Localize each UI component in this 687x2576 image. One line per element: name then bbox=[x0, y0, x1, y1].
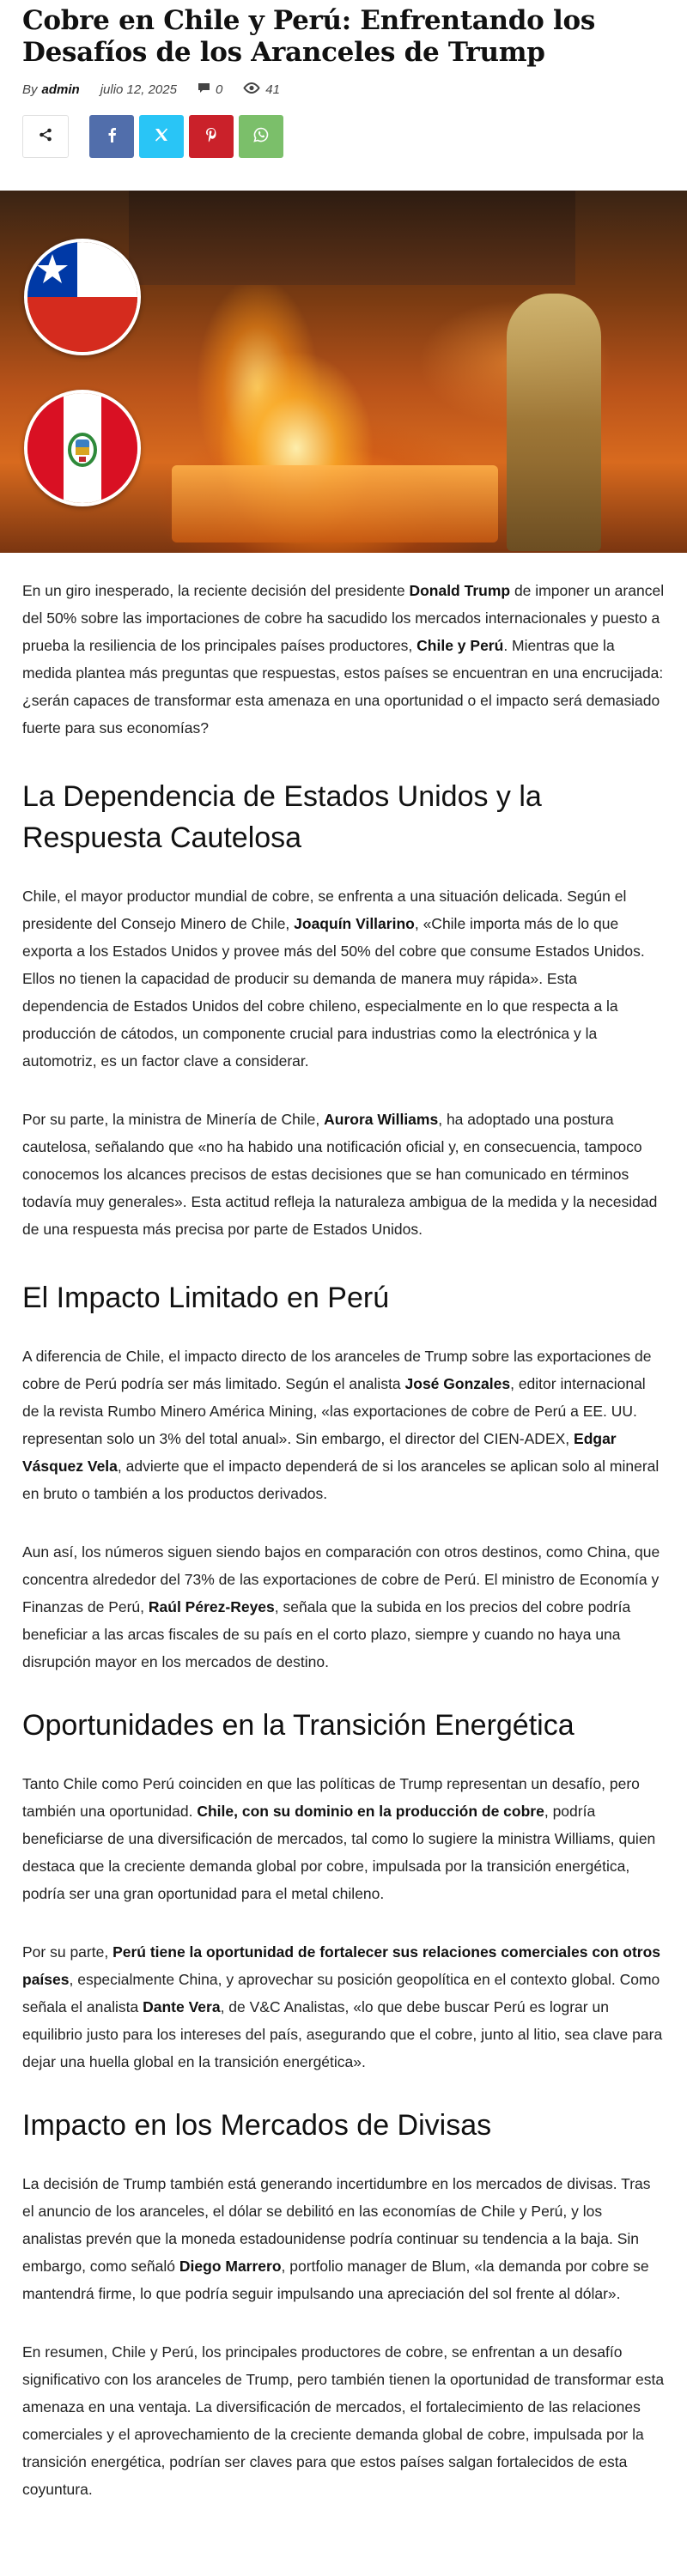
paragraph-opportunity-peru bbox=[22, 1938, 665, 2076]
section-heading-divisas: Impacto en los Mercados de Divisas bbox=[22, 2109, 492, 2142]
text-run: Chile, el mayor productor mundial de cobre, se enfrenta a una situación delicada. Según el presidente del Consejo Minero de Chile, bbox=[22, 888, 627, 932]
hero-background-machinery bbox=[129, 191, 575, 285]
bold-text-run: Raúl Pérez-Reyes bbox=[148, 1598, 275, 1615]
bold-text-run: Edgar Vásquez Vela bbox=[22, 1430, 617, 1475]
bold-text-run: Donald Trump bbox=[409, 582, 511, 599]
paragraph-chile-situation bbox=[22, 882, 665, 1075]
article-header bbox=[0, 0, 687, 158]
text-run: de imponer un arancel del 50% sobre las importaciones de cobre ha sacudido los mercados internacionales y puesto a prueba la resiliencia de los principales países productores, bbox=[22, 582, 665, 654]
text-run: , editor internacional de la revista Rumbo Minero América Mining, «las exportaciones de cobre de Perú a EE. UU. representan solo un 3% del total anual». Sin embargo, el director del CIEN-ADEX, bbox=[22, 1375, 646, 1447]
views-count bbox=[243, 82, 280, 97]
views-count-value: 41 bbox=[265, 82, 280, 97]
text-run: Tanto Chile como Perú coinciden en que las políticas de Trump representan un desafío, pero también una oportunidad. bbox=[22, 1775, 640, 1820]
pinterest-share-button[interactable] bbox=[189, 115, 234, 158]
text-run: A diferencia de Chile, el impacto directo de los aranceles de Trump sobre las exportaciones de cobre de Perú podría ser más limitado. Según el analista bbox=[22, 1348, 652, 1392]
bold-text-run: Aurora Williams bbox=[324, 1111, 439, 1128]
pinterest-icon bbox=[204, 127, 218, 147]
bold-text-run: José Gonzales bbox=[404, 1375, 511, 1392]
text-run: En un giro inesperado, la reciente decisión del presidente bbox=[22, 582, 410, 599]
text-run: Por su parte, bbox=[22, 1943, 113, 1961]
bold-text-run: Chile y Perú bbox=[416, 637, 504, 654]
peru-flag bbox=[24, 390, 141, 506]
paragraph-currency bbox=[22, 2170, 665, 2307]
paragraph-intro bbox=[22, 577, 665, 742]
paragraph-peru-impact bbox=[22, 1343, 665, 1507]
bold-text-run: Joaquín Villarino bbox=[294, 915, 415, 932]
hero-worker-figure bbox=[507, 294, 601, 551]
section-heading-transicion: Oportunidades en la Transición Energética bbox=[22, 1709, 575, 1742]
text-run: , «Chile importa más de lo que exporta a los Estados Unidos y provee más del 50% del cobre que consume Estados Unidos. Ellos no tienen la capacidad de producir su demanda de manera muy rápida». Esta dependencia de Estados Unidos del cobre chileno, especialmente en lo que respecta a la producción de cátodos, un componente crucial para industrias como la electrónica y la automotriz, es un factor clave a considerar. bbox=[22, 915, 645, 1070]
publish-date: julio 12, 2025 bbox=[100, 82, 177, 97]
eye-icon bbox=[243, 82, 260, 97]
text-run: , portfolio manager de Blum, «la demanda por cobre se mantendrá firme, lo que podría seguir impulsando una apreciación del sol frente al dólar». bbox=[22, 2258, 649, 2302]
share-icon bbox=[39, 128, 52, 146]
comment-icon bbox=[198, 82, 210, 97]
facebook-icon bbox=[107, 127, 117, 147]
bold-text-run: Perú tiene la oportunidad de fortalecer sus relaciones comerciales con otros países bbox=[22, 1943, 661, 1988]
share-button[interactable] bbox=[22, 115, 69, 158]
comments-count[interactable] bbox=[198, 82, 222, 97]
text-run: , señala que la subida en los precios del cobre podría beneficiar a las arcas fiscales de su país en el corto plazo, siempre y cuando no haya una disrupción mayor en los mercados de destino. bbox=[22, 1598, 631, 1670]
paragraph-peru-numbers bbox=[22, 1538, 665, 1676]
paragraph-chile-minister bbox=[22, 1106, 665, 1243]
whatsapp-icon bbox=[253, 127, 269, 147]
bold-text-run: Diego Marrero bbox=[179, 2258, 282, 2275]
x-twitter-icon bbox=[155, 128, 168, 146]
section-heading-dependencia: La Dependencia de Estados Unidos y la Respuesta Cautelosa bbox=[22, 780, 542, 854]
hero-molten-copper bbox=[172, 465, 498, 542]
text-run: En resumen, Chile y Perú, los principales productores de cobre, se enfrentan a un desafío significativo con los aranceles de Trump, pero también tienen la oportunidad de transformar esta amenaza en una ventaja. La diversificación de mercados, el fortalecimiento de las relaciones comerciales y el aprovechamiento de la creciente demanda global de cobre, impulsada por la transición energética, podrían ser claves para que estos países salgan fortalecidos de esta coyuntura. bbox=[22, 2343, 665, 2498]
comments-count-value: 0 bbox=[215, 82, 223, 97]
share-bar bbox=[22, 115, 665, 158]
chile-flag bbox=[24, 239, 141, 355]
x-share-button[interactable] bbox=[139, 115, 184, 158]
facebook-share-button[interactable] bbox=[89, 115, 134, 158]
text-run: , ha adoptado una postura cautelosa, señalando que «no ha habido una notificación oficial y, en consecuencia, tampoco conocemos los alcances precisos de estas decisiones que se han comunicado en términos todavía muy generales». Esta actitud refleja la naturaleza ambigua de la medida y la necesidad de una respuesta más precisa por parte de Estados Unidos. bbox=[22, 1111, 658, 1238]
paragraph-opportunity-chile bbox=[22, 1770, 665, 1907]
whatsapp-share-button[interactable] bbox=[239, 115, 283, 158]
hero-image bbox=[0, 191, 687, 553]
article-meta bbox=[22, 81, 665, 98]
text-run: , advierte que el impacto dependerá de si los aranceles se aplican solo al mineral en bruto o también a los productos derivados. bbox=[22, 1458, 660, 1502]
bold-text-run: Dante Vera bbox=[143, 1998, 221, 2015]
text-run: , podría beneficiarse de una diversificación de mercados, tal como lo sugiere la ministra Williams, quien destaca que la creciente demanda global por cobre, impulsada por la transición energética, podría ser una gran oportunidad para el metal chileno. bbox=[22, 1803, 656, 1902]
bold-text-run: Chile, con su dominio en la producción de cobre bbox=[197, 1803, 544, 1820]
text-run: La decisión de Trump también está generando incertidumbre en los mercados de divisas. Tras el anuncio de los aranceles, el dólar se debilitó en las economías de Chile y Perú, y los analistas prevén que la moneda estadounidense podría continuar su tendencia a la baja. Sin embargo, como señaló bbox=[22, 2175, 651, 2275]
text-run: , especialmente China, y aprovechar su posición geopolítica en el contexto global. Como señala el analista bbox=[22, 1971, 660, 2015]
byline-prefix: By bbox=[22, 82, 38, 97]
text-run: Aun así, los números siguen siendo bajos en comparación con otros destinos, como China, que concentra alrededor del 73% de las exportaciones de cobre de Perú. El ministro de Economía y Finanzas de Perú, bbox=[22, 1543, 660, 1615]
text-run: Por su parte, la ministra de Minería de Chile, bbox=[22, 1111, 325, 1128]
paragraph-summary bbox=[22, 2338, 665, 2503]
article-title: Cobre en Chile y Perú: Enfrentando los Desafíos de los Aranceles de Trump bbox=[22, 5, 596, 68]
text-run: , de V&C Analistas, «lo que debe buscar Perú es lograr un equilibrio justo para los intereses del país, asegurando que el cobre, junto al litio, sea clave para dejar una huella global en la transición energética». bbox=[22, 1998, 663, 2070]
text-run: . Mientras que la medida plantea más preguntas que respuestas, estos países se encuentran en una encrucijada: ¿serán capaces de transformar esta amenaza en una oportunidad o el impacto será demasiado fuerte para sus economías? bbox=[22, 637, 664, 736]
author-link[interactable]: admin bbox=[41, 82, 80, 97]
section-heading-peru: El Impacto Limitado en Perú bbox=[22, 1282, 390, 1314]
article-body bbox=[0, 577, 687, 2503]
